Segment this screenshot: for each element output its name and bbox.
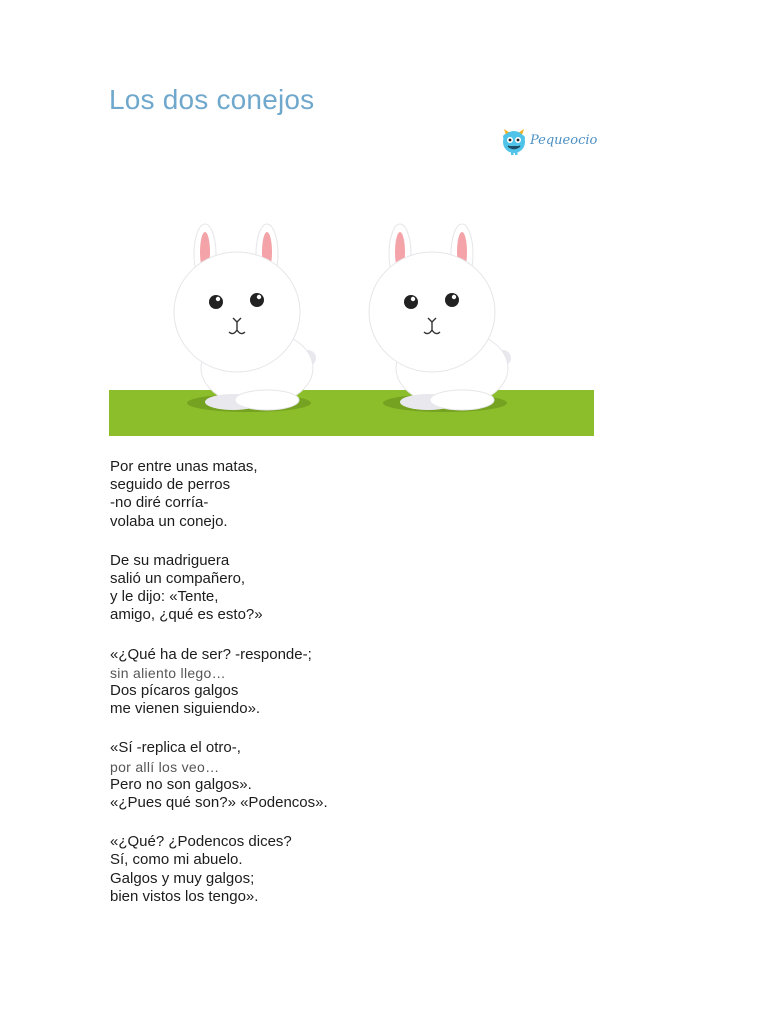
stanza bbox=[110, 458, 328, 531]
poem-line: bien vistos los tengo». bbox=[110, 887, 259, 905]
poem-line: Pero no son galgos». bbox=[110, 775, 252, 793]
stanza bbox=[110, 739, 328, 812]
rabbits-illustration bbox=[109, 218, 594, 438]
poem-line: seguido de perros bbox=[110, 476, 231, 494]
stanza bbox=[110, 646, 328, 719]
poem-line: De su madriguera bbox=[110, 551, 230, 569]
rabbit-left bbox=[174, 224, 316, 412]
poem-line: «Sí -replica el otro-, bbox=[110, 739, 241, 757]
logo-text: Pequeocio bbox=[530, 133, 598, 148]
grass-strip bbox=[109, 390, 594, 436]
poem-line: Sí, como mi abuelo. bbox=[110, 851, 243, 869]
poem-line: «¿Qué? ¿Podencos dices? bbox=[110, 833, 292, 851]
poem-line: me vienen siguiendo». bbox=[110, 700, 261, 718]
poem-line: volaba un conejo. bbox=[110, 512, 228, 530]
rabbit-right bbox=[369, 224, 511, 412]
poem-line: salió un compañero, bbox=[110, 570, 246, 588]
page-title: Los dos conejos bbox=[109, 84, 315, 115]
poem-line: por allí los veo… bbox=[110, 758, 220, 775]
poem-line: sin aliento llego… bbox=[110, 664, 226, 681]
poem-line: Galgos y muy galgos; bbox=[110, 869, 255, 887]
poem-line: amigo, ¿qué es esto?» bbox=[110, 606, 263, 624]
poem-line: Por entre unas matas, bbox=[110, 458, 258, 475]
stanza bbox=[110, 552, 328, 625]
poem-line: Dos pícaros galgos bbox=[110, 682, 239, 700]
stanza bbox=[110, 833, 328, 906]
poem-line: «¿Pues qué son?» «Podencos». bbox=[110, 794, 328, 812]
poem-line: «¿Qué ha de ser? -responde-; bbox=[110, 645, 312, 663]
poem bbox=[110, 458, 328, 927]
poem-line: -no diré corría- bbox=[110, 494, 209, 512]
poem-line: y le dijo: «Tente, bbox=[110, 588, 219, 606]
